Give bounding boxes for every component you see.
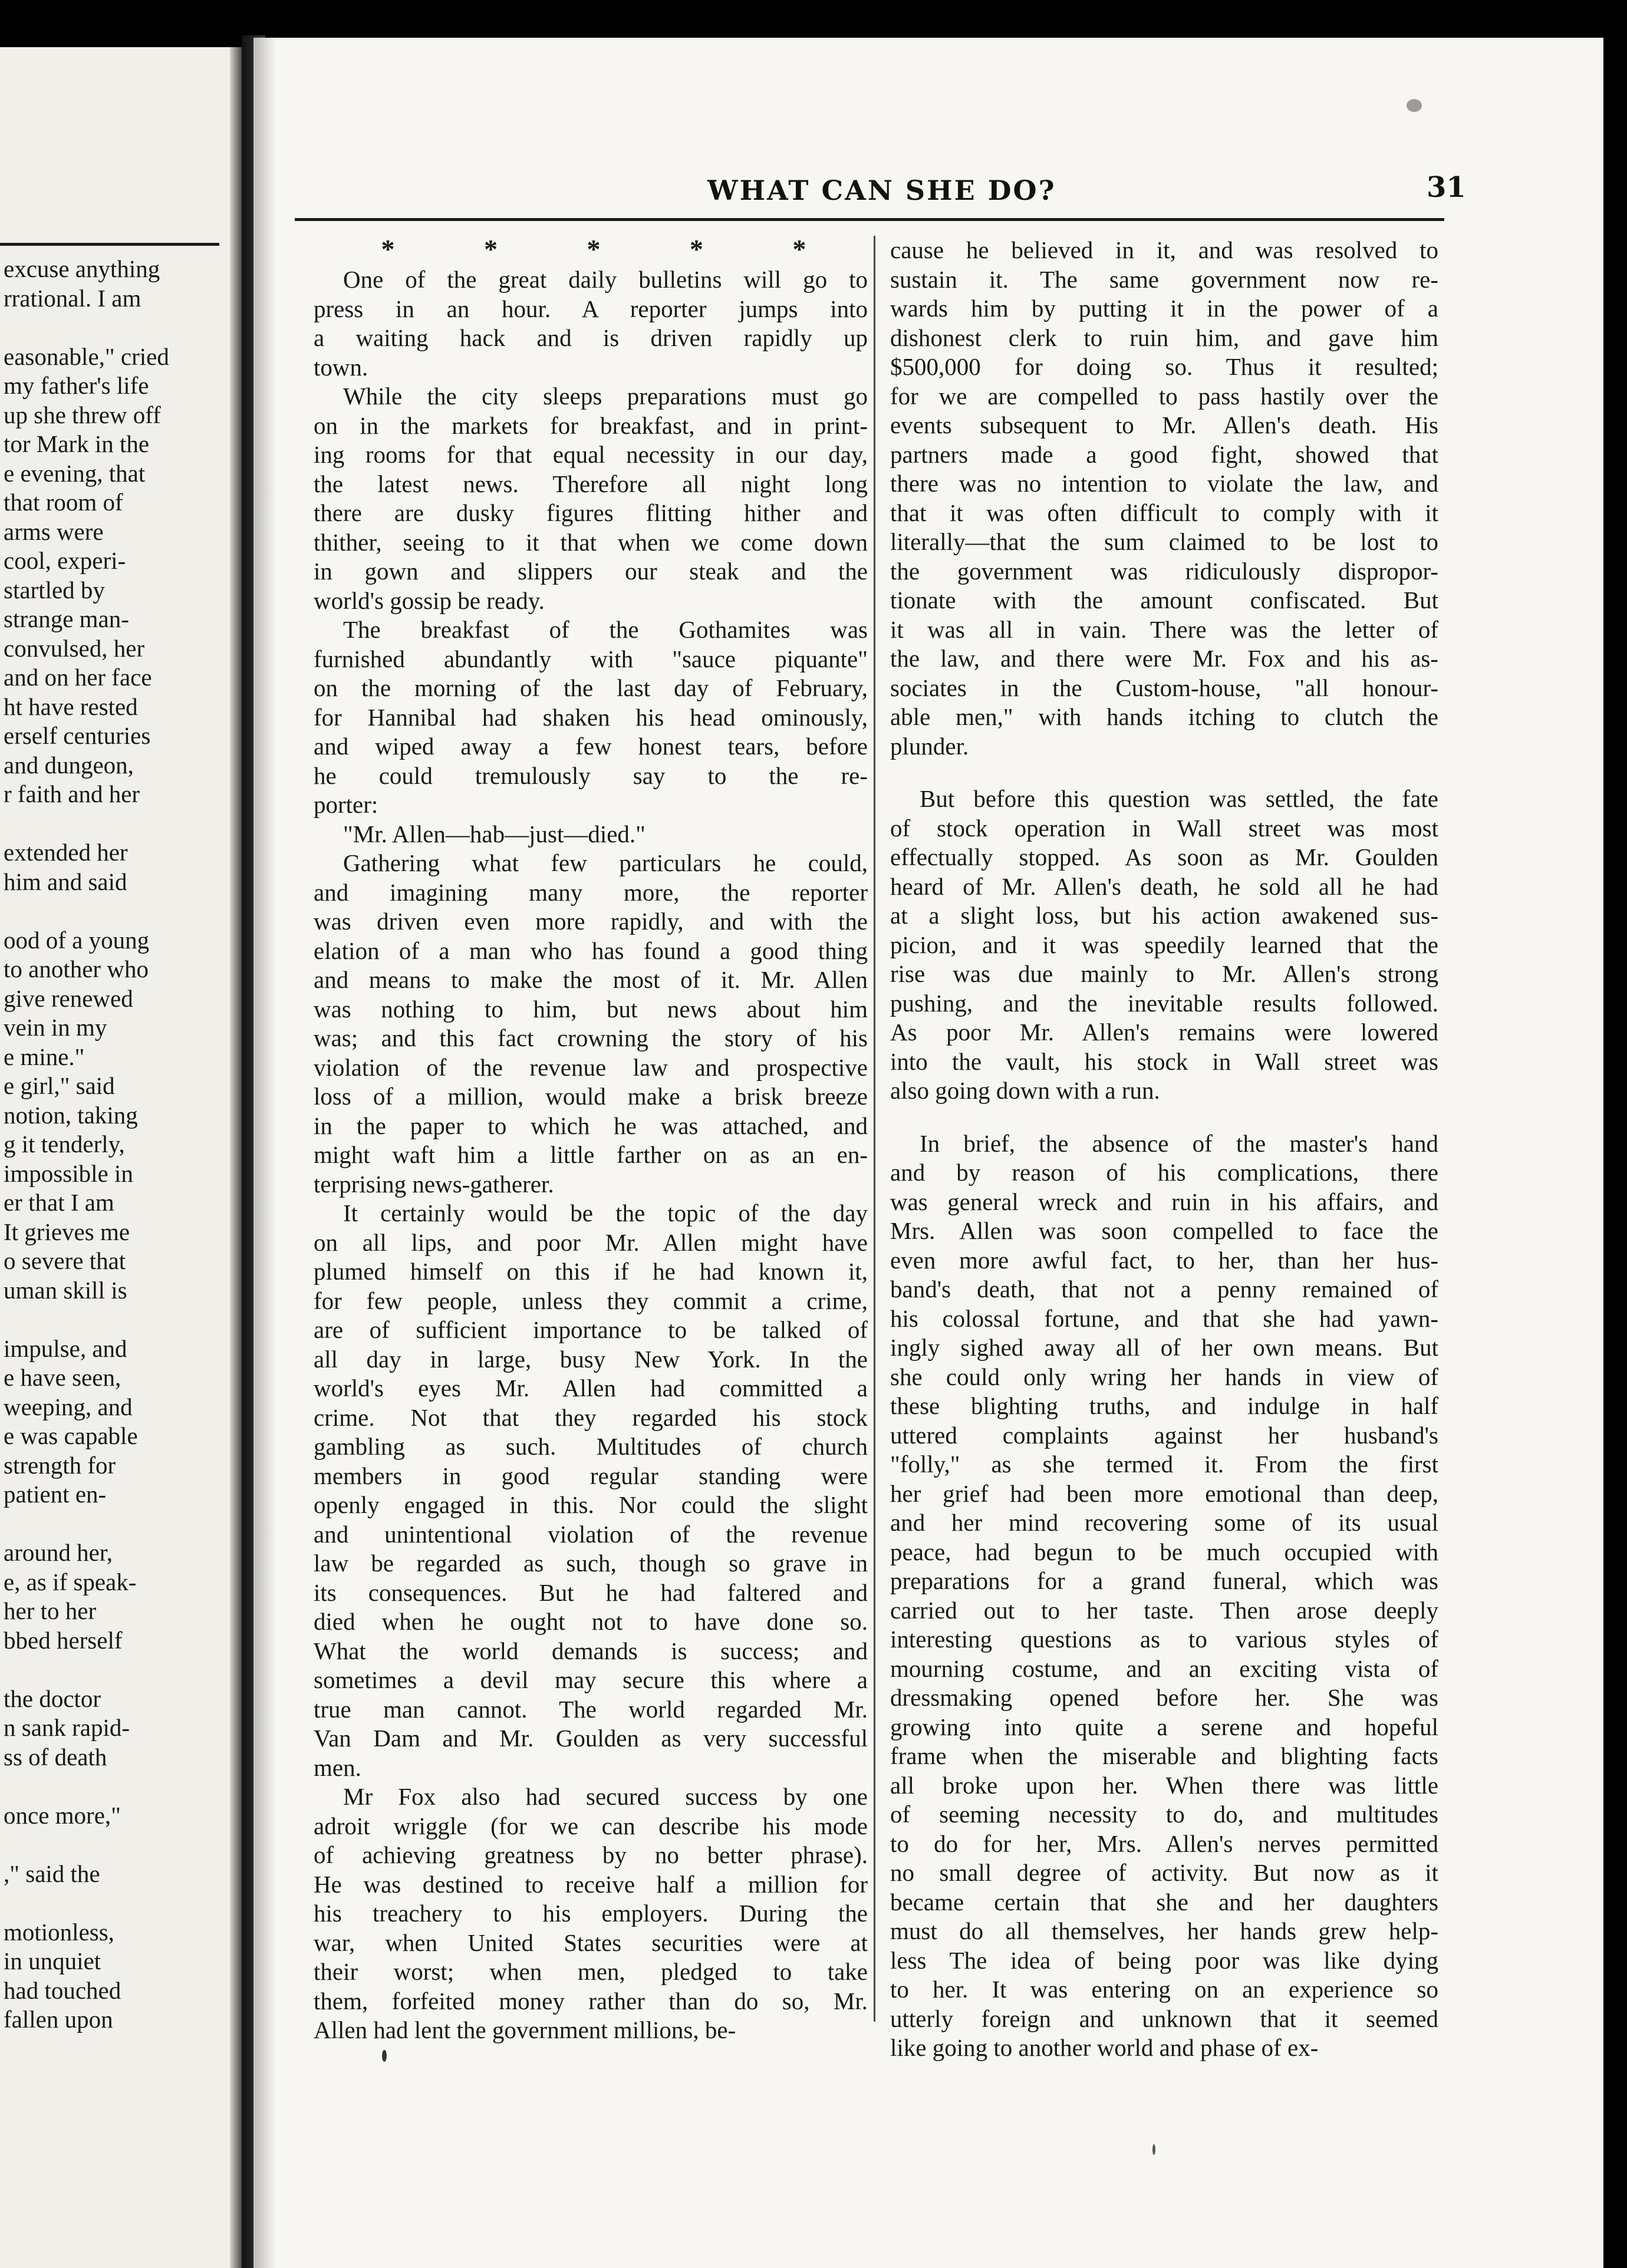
left-page-line: excuse anything [4,255,160,282]
paper-speck [1407,99,1422,112]
text-line: also going down with a run. [890,1077,1160,1104]
text-line: on the morning of the last day of February, [314,674,868,701]
left-page-line: motionless, [4,1918,114,1946]
text-line: of stock operation in Wall street was most [890,814,1438,842]
text-line: was; and this fact crowning the story of his [314,1024,868,1051]
column-divider [874,236,875,2022]
text-line: tionate with the amount confiscated. But [890,586,1438,614]
text-line: It certainly would be the topic of the day [343,1199,868,1227]
text-line: Van Dam and Mr. Goulden as very successful [314,1725,868,1752]
text-line: effectually stopped. As soon as Mr. Goulden [890,843,1438,871]
paragraph-gap [890,1106,1438,1129]
left-page-line [4,809,216,839]
text-line: these blighting truths, and indulge in half [890,1392,1438,1419]
left-page-line: o severe that [4,1247,126,1274]
paragraph [890,1129,1438,2063]
left-page-line: weeping, and [4,1393,133,1420]
text-line: world's eyes Mr. Allen had committed a [314,1374,868,1402]
text-line: violation of the revenue law and prospective [314,1053,868,1081]
paragraph-gap [890,761,1438,784]
paragraph [314,820,868,849]
text-line: dressmaking opened before her. She was [890,1684,1438,1711]
text-line: terprising news-gatherer. [314,1170,554,1198]
left-page-line: e mine." [4,1043,85,1070]
text-line: of achieving greatness by no better phrase). [314,1841,868,1868]
text-line: members in good regular standing were [314,1462,868,1489]
text-line: $500,000 for doing so. Thus it resulted; [890,353,1438,380]
left-page-line: e evening, that [4,459,146,487]
text-line: mourning costume, and an exciting vista of [890,1654,1438,1682]
text-line: carried out to her taste. Then arose deeply [890,1596,1438,1624]
text-line: for few people, unless they commit a crime, [314,1287,868,1314]
text-line: she could only wring her hands in view of [890,1363,1438,1390]
left-page-line: convulsed, her [4,634,145,662]
left-page-line: give renewed [4,984,133,1012]
left-page-line: e, as if speak- [4,1568,137,1595]
left-page-line: him and said [4,868,127,895]
left-page-line: er that I am [4,1189,114,1216]
text-line: their worst; when men, pledged to take [314,1958,868,1985]
header-rule [295,218,1444,221]
text-line: cause he believed in it, and was resolved to [890,236,1438,263]
left-page-line: and dungeon, [4,751,134,779]
text-line: town. [314,353,368,381]
left-page-line [4,1509,216,1539]
left-page-line: once more," [4,1801,121,1829]
text-line: its consequences. But he had faltered and [314,1578,868,1606]
text-line: his treachery to his employers. During the [314,1900,868,1927]
paper-speck [1152,2144,1155,2155]
right-page-edge [253,38,275,2268]
text-line: Gathering what few particulars he could, [343,849,868,876]
left-page-line [4,896,216,926]
text-line: less The idea of being poor was like dying [890,1946,1438,1974]
text-line: his colossal fortune, and that she had yawn- [890,1304,1438,1332]
text-line: partners made a good fight, showed that [890,440,1438,468]
left-page-line: up she threw off [4,401,161,428]
left-page-line: patient en- [4,1481,107,1508]
left-page-line: g it tenderly, [4,1130,125,1158]
text-line: and unintentional violation of the revenue [314,1520,868,1548]
paragraph [890,236,1438,761]
text-line: might waft him a little farther on as an en- [314,1141,868,1168]
text-line: he could tremulously say to the re- [314,762,868,789]
text-line: men. [314,1753,361,1781]
text-line: able men," with hands itching to clutch the [890,703,1438,730]
text-line: and wiped away a few honest tears, before [314,733,868,760]
left-page-line: bbed herself [4,1626,123,1654]
left-page-line: ht have rested [4,693,138,720]
left-page-line: extended her [4,839,128,866]
text-line: on all lips, and poor Mr. Allen might have [314,1228,868,1256]
section-break-ornament: * * * * * [381,234,848,264]
text-line: even more awful fact, to her, than her hus- [890,1246,1438,1274]
paper-speck [382,2050,387,2062]
text-line: In brief, the absence of the master's hand [920,1129,1438,1157]
left-page-line: easonable," cried [4,342,169,370]
left-page-line: e was capable [4,1422,138,1449]
text-line: One of the great daily bulletins will go to [343,266,868,293]
text-line: the latest news. Therefore all night long [314,470,868,497]
text-line: to do for her, Mrs. Allen's nerves permitted [890,1829,1438,1857]
left-page-line: ," said the [4,1860,100,1887]
paragraph [314,849,868,1199]
text-line: all day in large, busy New York. In the [314,1345,868,1373]
text-line: uttered complaints against her husband's [890,1421,1438,1449]
text-line: While the city sleeps preparations must go [343,383,868,410]
text-line: the law, and there were Mr. Fox and his as- [890,645,1438,672]
text-line: furnished abundantly with "sauce piquante" [314,645,868,673]
text-line: utterly foreign and unknown that it seemed [890,2005,1438,2032]
text-line: there was no intention to violate the law, and [890,470,1438,497]
left-page-line: erself centuries [4,722,151,749]
left-page-line [4,1888,216,1918]
text-line: Mr Fox also had secured success by one [343,1783,868,1810]
text-line: Allen had lent the government millions, be- [314,2016,736,2043]
left-page-line: tor Mark in the [4,430,150,457]
text-line: dishonest clerk to ruin him, and gave him [890,324,1438,351]
left-page-line: and on her face [4,664,152,691]
text-line: world's gossip be ready. [314,586,545,614]
left-page-line: that room of [4,489,123,516]
text-line: interesting questions as to various styles of [890,1626,1438,1653]
text-line: in gown and slippers our steak and the [314,558,868,585]
text-line: was driven even more rapidly, and with the [314,908,868,935]
text-line: press in an hour. A reporter jumps into [314,295,868,322]
left-page-line: to another who [4,955,149,983]
page-number: 31 [1427,171,1466,204]
paragraph [314,615,868,820]
text-line: He was destined to receive half a million for [314,1870,868,1898]
text-line: the government was ridiculously dispropor- [890,557,1438,585]
text-line: died when he ought not to have done so. [314,1608,868,1635]
text-line: that it was often difficult to comply with it [890,499,1438,526]
text-line: "folly," as she termed it. From the first [890,1451,1438,1478]
left-page-line: had touched [4,1976,121,2004]
left-page-line: uman skill is [4,1276,127,1304]
left-page-line: my father's life [4,372,149,399]
text-line: ingly sighed away all of her own means. But [890,1334,1438,1361]
text-line: What the world demands is success; and [314,1637,868,1664]
text-line: sometimes a devil may secure this where a [314,1666,868,1693]
paragraph [314,382,868,615]
left-page-line: rrational. I am [4,284,141,312]
text-line: for we are compelled to pass hastily over the [890,382,1438,410]
text-line: preparations for a grand funeral, which was [890,1567,1438,1594]
text-line: a waiting hack and is driven rapidly up [314,324,868,351]
text-line: frame when the miserable and blighting facts [890,1742,1438,1769]
text-line: crime. Not that they regarded his stock [314,1403,868,1431]
text-line: of seeming necessity to do, and multitudes [890,1801,1438,1828]
left-page-line: n sank rapid- [4,1714,130,1741]
text-line: pushing, and the inevitable results followed. [890,989,1438,1017]
left-page-line: ss of death [4,1743,107,1771]
text-line: are of sufficient importance to be talked of [314,1316,868,1343]
text-line: must do all themselves, her hands grew help- [890,1917,1438,1944]
text-line: true man cannot. The world regarded Mr. [314,1695,868,1723]
text-line: peace, had begun to be much occupied with [890,1538,1438,1565]
text-line: all broke upon her. When there was little [890,1771,1438,1799]
text-line: porter: [314,791,378,818]
running-header: WHAT CAN SHE DO? [707,174,1056,206]
left-page-line: startled by [4,576,105,604]
left-page-line [4,1772,216,1801]
text-line: and her mind recovering some of its usual [890,1509,1438,1536]
text-line: wards him by putting it in the power of a [890,295,1438,322]
text-line: literally—that the sum claimed to be lost to [890,528,1438,555]
left-page-line: e girl," said [4,1072,115,1099]
paragraph [890,784,1438,1106]
left-page-line [4,313,216,342]
left-page-line: r faith and her [4,780,140,807]
text-line: openly engaged in this. Nor could the slight [314,1491,868,1518]
left-page-column [4,255,216,2035]
right-column [890,236,1438,2063]
text-line: plunder. [890,732,969,760]
left-page-line: in unquiet [4,1947,101,1974]
text-line: for Hannibal had shaken his head ominously, [314,703,868,731]
text-line: picion, and it was speedily learned that the [890,931,1438,958]
text-line: adroit wriggle (for we can describe his mode [314,1812,868,1840]
paragraph [314,265,868,382]
text-line: elation of a man who has found a good thing [314,937,868,964]
text-line: gambling as such. Multitudes of church [314,1433,868,1460]
middle-column [314,236,868,2045]
text-line: rise was due mainly to Mr. Allen's strong [890,960,1438,987]
text-line: sustain it. The same government now re- [890,265,1438,293]
text-line: no small degree of activity. But now as it [890,1859,1438,1886]
text-line: thither, seeing to it that when we come down [314,528,868,556]
text-line: became certain that she and her daughters [890,1888,1438,1916]
text-line: in the paper to which he was attached, and [314,1112,868,1139]
left-page-line: around her, [4,1539,113,1566]
text-line: like going to another world and phase of ex- [890,2034,1319,2061]
text-line: it was all in vain. There was the letter of [890,615,1438,643]
left-page-line: It grieves me [4,1218,130,1245]
text-line: loss of a million, would make a brisk breeze [314,1083,868,1110]
text-line: them, forfeited money rather than do so, Mr. [314,1987,868,2015]
text-line: was nothing to him, but news about him [314,995,868,1023]
text-line: ing rooms for that equal necessity in our day, [314,441,868,468]
text-line: The breakfast of the Gothamites was [343,616,868,643]
text-line: heard of Mr. Allen's death, he sold all he had [890,872,1438,900]
text-line: Mrs. Allen was soon compelled to face the [890,1217,1438,1244]
left-page-line: the doctor [4,1684,101,1712]
left-page-line: fallen upon [4,2006,113,2033]
text-line: sociates in the Custom-house, "all honour- [890,674,1438,701]
text-line: band's death, that not a penny remained of [890,1275,1438,1303]
text-line: her grief had been more emotional than deep, [890,1479,1438,1507]
text-line: But before this question was settled, the fate [920,785,1438,812]
left-page-line: vein in my [4,1014,107,1041]
left-page-line [4,1305,216,1334]
left-page-line: cool, experi- [4,547,126,574]
text-line: "Mr. Allen—hab—just—died." [343,820,645,848]
left-page-line: her to her [4,1597,97,1624]
text-line: As poor Mr. Allen's remains were lowered [890,1018,1438,1046]
left-page-header-rule [0,243,219,246]
left-page-line: ood of a young [4,926,150,954]
left-page-line: strength for [4,1451,116,1479]
paragraph [314,1199,868,1782]
text-line: growing into quite a serene and hopeful [890,1713,1438,1740]
left-page-line: notion, taking [4,1101,138,1129]
text-line: was general wreck and ruin in his affairs, and [890,1188,1438,1215]
text-line: and means to make the most of it. Mr. Allen [314,966,868,993]
text-line: war, when United States securities were at [314,1929,868,1956]
left-page-line: impulse, and [4,1334,127,1362]
left-page-line: strange man- [4,605,129,632]
left-page-line: arms were [4,517,104,545]
paragraph [314,1782,868,2045]
text-line: on in the markets for breakfast, and in print- [314,411,868,439]
text-line: there are dusky figures flitting hither and [314,499,868,526]
left-page-line: impossible in [4,1159,133,1187]
text-line: plumed himself on this if he had known it, [314,1258,868,1285]
text-line: into the vault, his stock in Wall street was [890,1047,1438,1075]
text-line: and by reason of his complications, there [890,1159,1438,1186]
text-line: law be regarded as such, though so grave in [314,1550,868,1577]
text-line: at a slight loss, but his action awakened sus- [890,902,1438,929]
left-page-line [4,1655,216,1684]
text-line: and imagining many more, the reporter [314,878,868,906]
left-page-line [4,1830,216,1860]
text-line: events subsequent to Mr. Allen's death. His [890,411,1438,439]
text-line: to her. It was entering on an experience so [890,1976,1438,2003]
left-page-line: e have seen, [4,1364,121,1391]
